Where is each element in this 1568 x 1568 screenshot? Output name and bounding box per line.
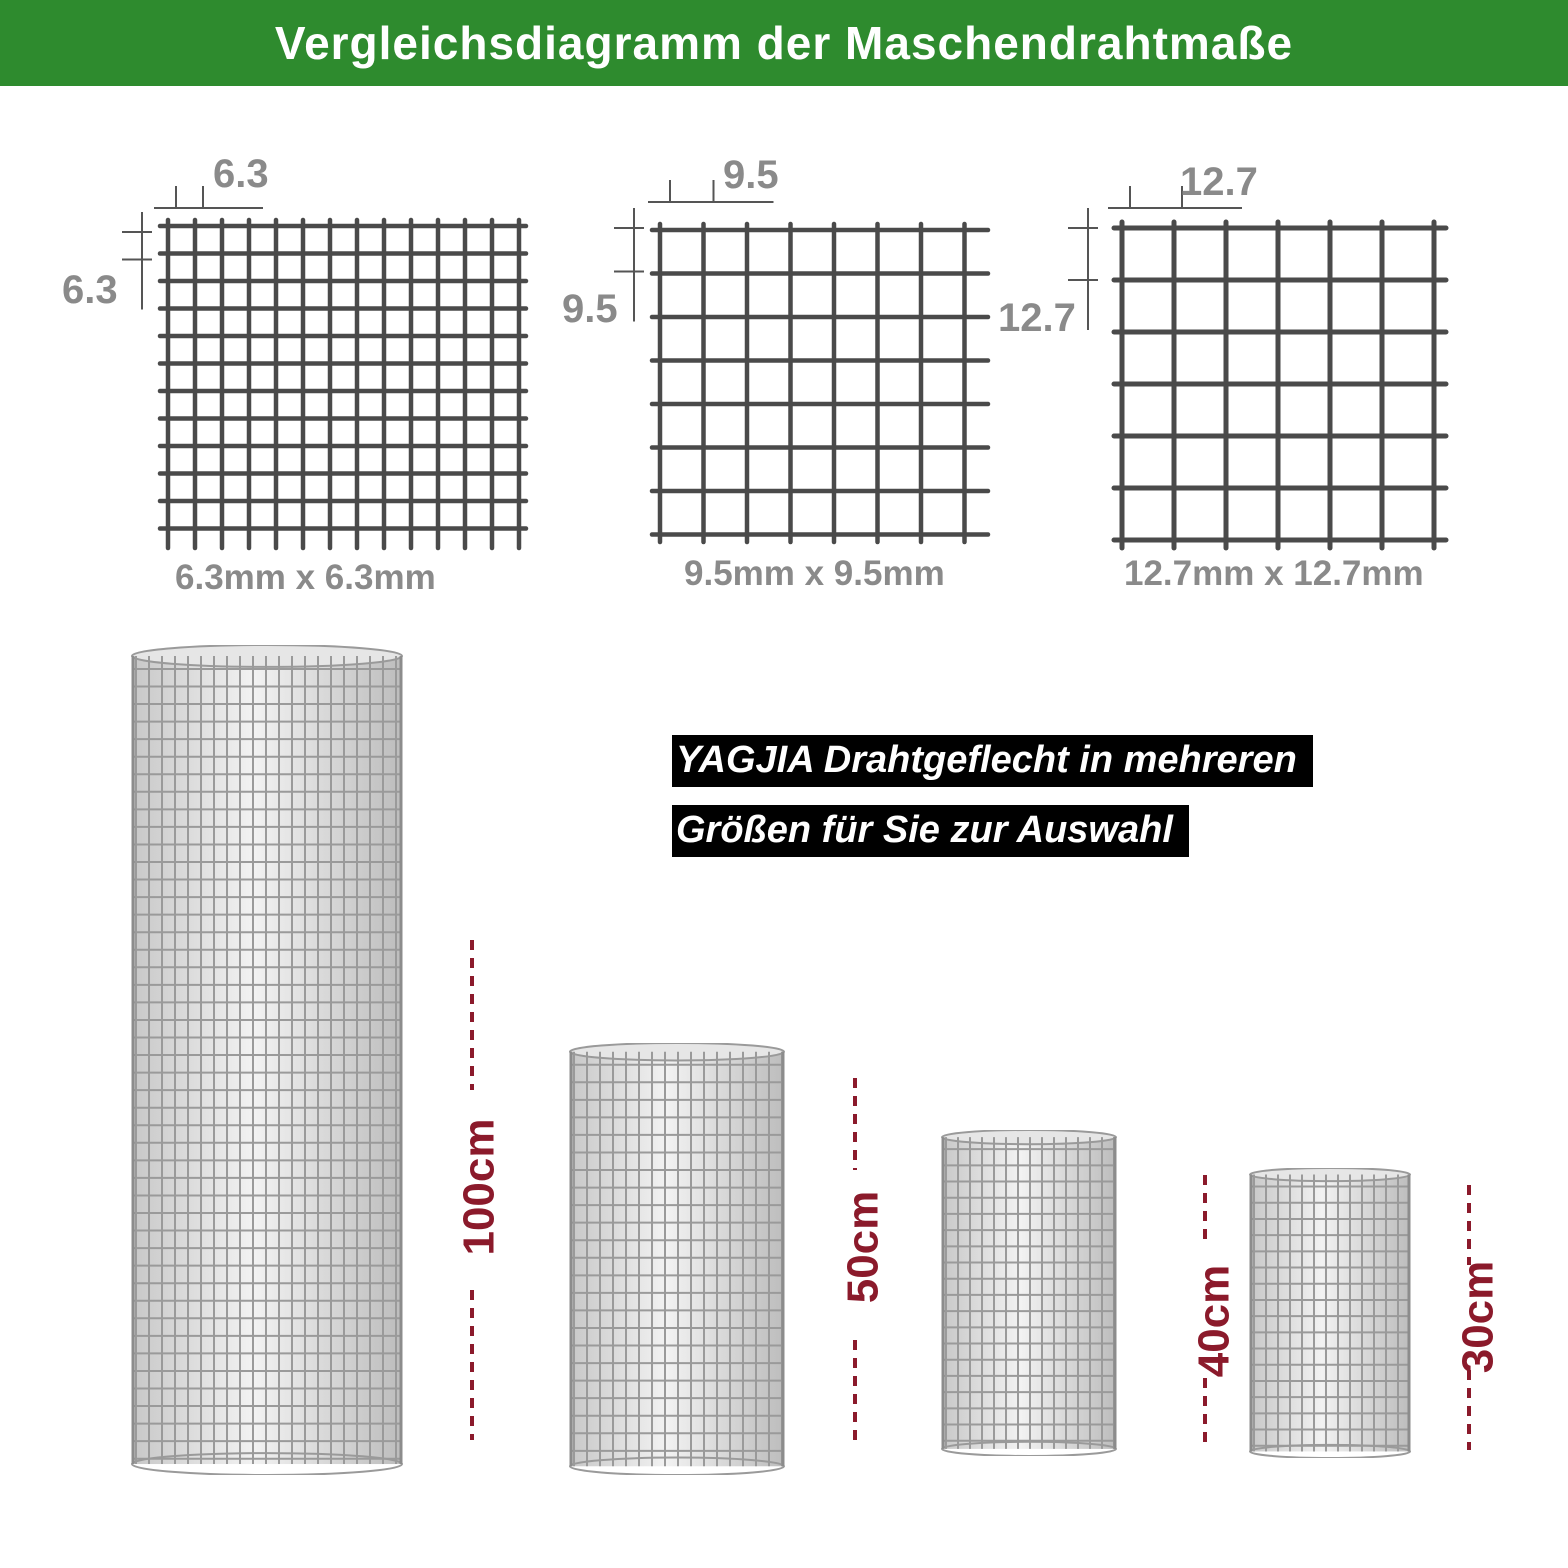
mesh-diagram-9-5	[560, 150, 1000, 560]
dimension-marks	[122, 186, 263, 310]
wire-roll-50cm	[568, 1043, 786, 1475]
mesh-2-caption: 9.5mm x 9.5mm	[684, 554, 945, 593]
page-title: Vergleichsdiagramm der Maschendrahtmaße	[274, 17, 1294, 69]
mesh-2-top-label: 9.5	[723, 153, 779, 197]
dimension-marks	[614, 180, 774, 322]
height-label-30cm: 30cm	[1453, 1260, 1503, 1374]
mesh-3-side-label: 12.7	[998, 296, 1076, 340]
mesh-1-caption: 6.3mm x 6.3mm	[175, 558, 436, 597]
header-banner	[0, 0, 1568, 86]
tagline-line-1: YAGJIA Drahtgeflecht in mehreren	[672, 735, 1313, 787]
mesh-1-side-label: 6.3	[62, 268, 118, 312]
height-label-50cm: 50cm	[838, 1190, 888, 1304]
tagline-line-2: Größen für Sie zur Auswahl	[672, 805, 1189, 857]
mesh-grid	[160, 220, 526, 548]
mesh-diagram-6-3	[100, 150, 540, 560]
mesh-3-top-label: 12.7	[1180, 160, 1258, 204]
mesh-1-top-label: 6.3	[213, 152, 269, 196]
mesh-grid	[652, 224, 988, 542]
wire-roll-40cm	[940, 1130, 1118, 1456]
height-label-100cm: 100cm	[454, 1118, 504, 1256]
wire-roll-30cm	[1248, 1168, 1412, 1458]
height-label-40cm: 40cm	[1189, 1264, 1239, 1378]
wire-roll-100cm	[130, 645, 404, 1475]
dimension-marks	[1068, 186, 1242, 330]
mesh-diagram-12-7	[1000, 150, 1460, 560]
mesh-3-caption: 12.7mm x 12.7mm	[1124, 554, 1424, 593]
mesh-2-side-label: 9.5	[562, 287, 618, 331]
mesh-grid	[1114, 222, 1446, 548]
